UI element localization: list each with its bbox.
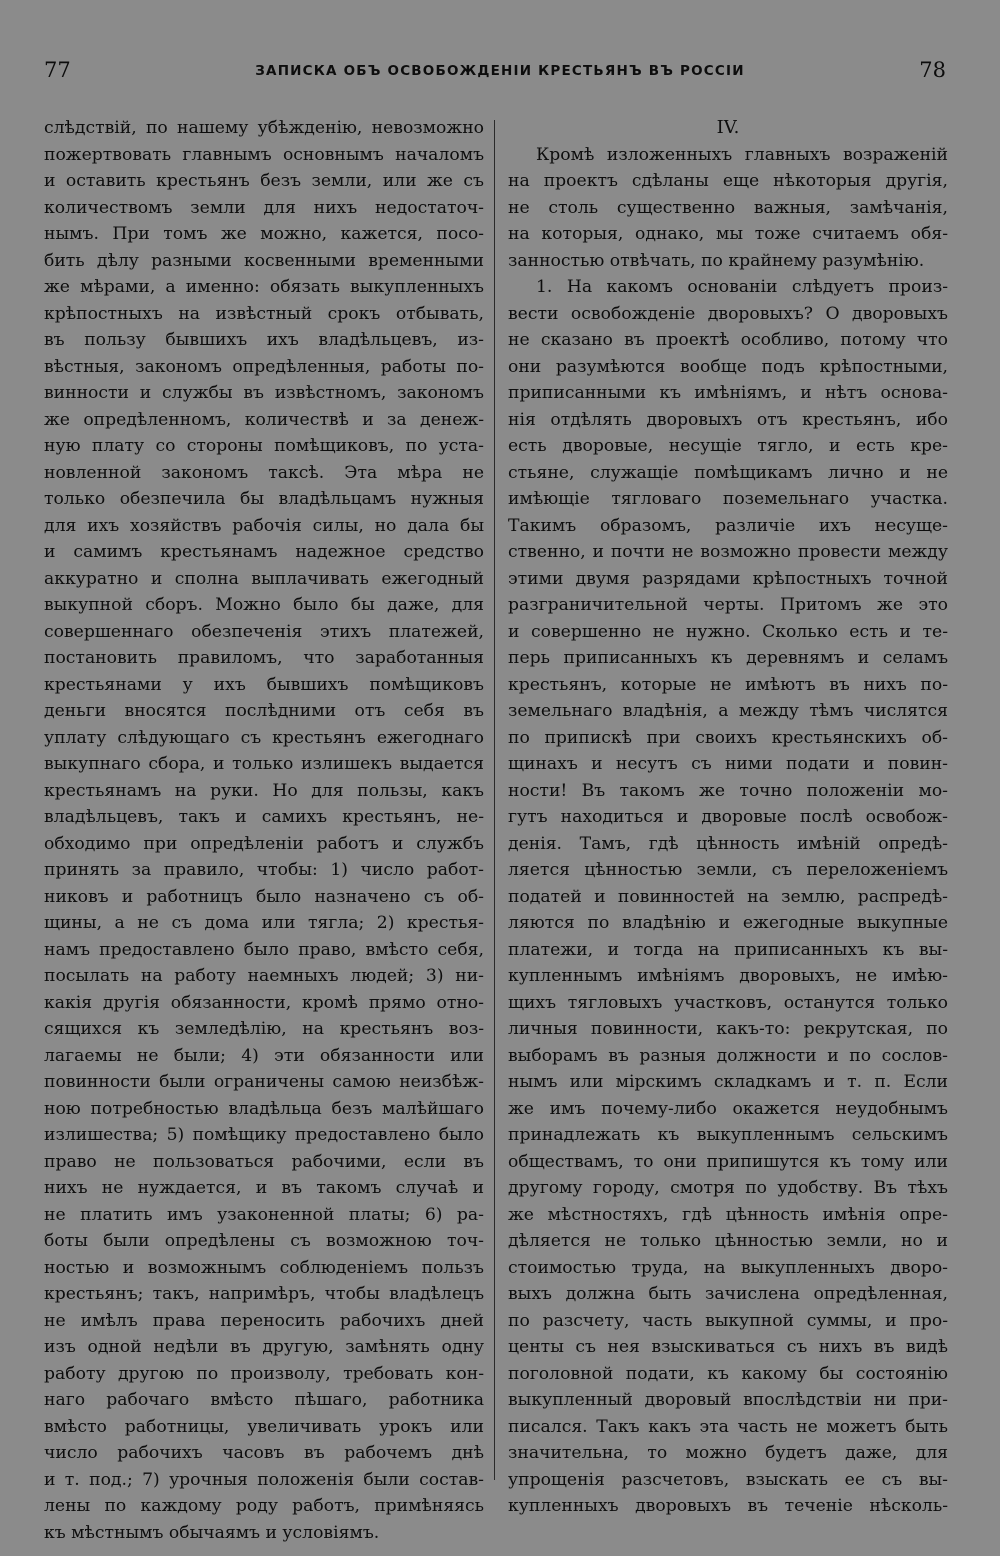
text-line: число рабочихъ часовъ въ рабочемъ днѣ [44,1443,484,1463]
text-line: крѣпостныхъ на извѣстный срокъ отбывать, [44,303,484,324]
text-line: какія другія обязанности, кромѣ прямо отно- [44,992,484,1013]
text-line: же мѣстностяхъ, гдѣ цѣнность имѣнія опре- [508,1204,948,1225]
text-line: центы съ нея взыскиваться съ нихъ въ видѣ [508,1337,948,1357]
text-line: выхъ должна быть зачислена опредѣленная, [508,1284,948,1304]
text-line: винности и службы въ извѣстномъ, закономъ [44,383,484,403]
text-line: и т. под.; 7) урочныя положенія были состав- [44,1469,484,1490]
text-line: выборамъ въ разныя должности и по сослов- [508,1045,948,1066]
text-line: на проектъ сдѣланы еще нѣкоторыя другія, [508,171,948,191]
text-line: для ихъ хозяйствъ рабочія силы, но дала бы [44,515,484,536]
text-line: ственно, и почти не возможно провести между [508,542,948,562]
text-line: вѣстныя, закономъ опредѣленныя, работы по- [44,356,484,377]
text-line: деньги вносятся послѣдними отъ себя въ [44,701,484,721]
text-line: нымъ. При томъ же можно, кажется, посо- [44,224,484,244]
text-line: и самимъ крестьянамъ надежное средство [44,542,484,562]
text-line: постановить правиломъ, что заработанныя [44,648,484,668]
text-line: и оставить крестьянъ безъ земли, или же съ [44,171,484,191]
text-line: по припискѣ при своихъ крестьянскихъ об- [508,727,948,748]
text-line: принять за правило, чтобы: 1) число работ- [44,860,484,880]
text-line: же опредѣленномъ, количествѣ и за денеж- [44,409,484,430]
text-line: ляются по владѣнію и ежегодные выкупные [508,913,948,933]
text-line: ляется цѣнностью земли, съ переложеніемъ [508,860,948,880]
text-line: къ мѣстнымъ обычаямъ и условіямъ. [44,1522,380,1543]
text-line: не платить имъ узаконенной платы; 6) ра- [44,1204,484,1225]
text-line: количествомъ земли для нихъ недостаточ- [44,197,484,218]
text-line: выкупной сборъ. Можно было бы даже, для [44,595,484,615]
text-line: они разумѣются вообще подъ крѣпостными, [508,356,948,377]
column-divider [494,120,495,1480]
text-line: земельнаго владѣнія, а между тѣмъ числятся [508,701,948,721]
text-line: вести освобожденіе дворовыхъ? О дворовыхъ [508,303,948,324]
text-line: щины, а не съ дома или тягла; 2) крестья- [44,913,484,933]
text-line: работу другою по произволу, требовать кон- [44,1363,484,1384]
text-line: не сказано въ проектѣ особливо, потому что [508,330,948,350]
text-line: обходимо при опредѣленіи работъ и службъ [44,833,484,854]
text-line: писался. Такъ какъ эта часть не можетъ быть [508,1416,948,1437]
text-line: ною потребностью владѣльца безъ малѣйшаго [44,1098,484,1119]
text-line: лены по каждому роду работъ, примѣняясь [44,1496,484,1516]
text-line: нихъ не нуждается, и въ такомъ случаѣ и [44,1178,484,1198]
text-line: изъ одной недѣли въ другую, замѣнять одну [44,1337,484,1357]
text-line: новленной закономъ таксѣ. Эта мѣра не [44,462,484,483]
text-line: щихъ тягловыхъ участковъ, останутся только [508,992,948,1013]
text-line: уплату слѣдующаго съ крестьянъ ежегоднаго [44,727,484,748]
text-line: совершеннаго обезпеченія этихъ платежей, [44,621,484,642]
left-column [44,115,484,1546]
text-line: же мѣрами, а именно: обязать выкупленныхъ [44,277,484,297]
text-line: приписанными къ имѣніямъ, и нѣтъ основа- [508,383,948,403]
text-line: поголовной подати, къ какому бы состоянію [508,1363,948,1384]
text-line: нія отдѣлять дворовыхъ отъ крестьянъ, ибо [508,409,948,430]
text-line: повинности были ограничены самою неизбѣж- [44,1072,484,1092]
section-heading: IV. [716,117,740,138]
text-line: ности! Въ такомъ же точно положеніи мо- [508,780,948,801]
text-line: пожертвовать главнымъ основнымъ началомъ [44,144,484,165]
text-line: платежи, и тогда на приписанныхъ къ вы- [508,939,948,960]
text-line: не имѣлъ права переносить рабочихъ дней [44,1310,484,1331]
text-line: бить дѣлу разными косвенными временными [44,250,484,271]
text-line: другому городу, смотря по удобству. Въ тѣхъ [508,1178,948,1198]
text-line: же имъ почему-либо окажется неудобнымъ [508,1098,948,1119]
text-line: боты были опредѣлены съ возможною точ- [44,1231,484,1251]
text-line: принадлежать къ выкупленнымъ сельскимъ [508,1125,948,1145]
text-line: личныя повинности, какъ-то: рекрутская, по [508,1019,948,1039]
running-title: ЗАПИСКА ОБЪ ОСВОБОЖДЕНІИ КРЕСТЬЯНЪ ВЪ РОССІИ [255,63,745,79]
text-line: намъ предоставлено было право, вмѣсто себя, [44,939,484,960]
text-line: излишества; 5) помѣщику предоставлено было [44,1125,484,1145]
text-line: дѣляется не только цѣнностью земли, но и [508,1231,948,1251]
text-line: крестьянъ; такъ, напримѣръ, чтобы владѣлецъ [44,1284,484,1304]
text-line: занностью отвѣчать, по крайнему разумѣнію. [508,250,925,271]
running-header [0,58,1000,88]
right-column [508,115,948,1520]
text-line: аккуратно и сполна выплачивать ежегодный [44,568,484,589]
text-line: нымъ или мірскимъ складкамъ и т. п. Если [508,1072,948,1092]
text-line: слѣдствій, по нашему убѣжденію, невозможно [44,118,484,138]
text-line: разграничительной черты. Притомъ же это [508,595,948,615]
text-line: не столь существенно важныя, замѣчанія, [508,197,948,218]
text-line: перь приписанныхъ къ деревнямъ и селамъ [508,648,948,668]
text-line: ностью и возможнымъ соблюденіемъ пользъ [44,1257,484,1278]
text-line: посылать на работу наемныхъ людей; 3) ни- [44,966,484,986]
text-line: владѣльцевъ, такъ и самихъ крестьянъ, не- [44,807,484,827]
text-line: крестьянъ, которые не имѣютъ въ нихъ по- [508,674,948,695]
text-line: щинахъ и несутъ съ ними подати и повин- [508,754,948,774]
text-line: есть дворовые, несущіе тягло, и есть кре- [508,436,948,456]
page-number-left: 77 [44,58,71,82]
text-line: выкупнаго сбора, и только излишекъ выдается [44,754,484,774]
text-line: ную плату со стороны помѣщиковъ, по уста- [44,436,484,456]
text-line: никовъ и работницъ было назначено съ об- [44,886,484,907]
text-line: наго рабочаго вмѣсто пѣшаго, работника [44,1390,484,1410]
text-line: только обезпечила бы владѣльцамъ нужныя [44,489,484,509]
text-line: податей и повинностей на землю, распредѣ- [508,886,948,907]
text-line: купленныхъ дворовыхъ въ теченіе нѣсколь- [508,1496,948,1516]
text-line: гутъ находиться и дворовые послѣ освобож- [508,807,948,827]
text-line: Кромѣ изложенныхъ главныхъ возраженій [536,144,948,165]
text-line: 1. На какомъ основаніи слѣдуетъ произ- [536,277,948,297]
text-line: сящихся къ земледѣлію, на крестьянъ воз- [44,1019,484,1039]
text-line: имѣющіе тягловаго поземельнаго участка. [508,489,948,509]
text-line: и совершенно не нужно. Сколько есть и те- [508,621,948,642]
text-line: Такимъ образомъ, различіе ихъ несуще- [508,515,948,536]
text-line: лагаемы не были; 4) эти обязанности или [44,1045,484,1066]
text-line: по разсчету, часть выкупной суммы, и про- [508,1310,948,1331]
text-line: въ пользу бывшихъ ихъ владѣльцевъ, из- [44,330,484,350]
text-line: выкупленный дворовый впослѣдствіи ни при- [508,1390,948,1410]
text-line: стьяне, служащіе помѣщикамъ лично и не [508,462,948,483]
text-line: право не пользоваться рабочими, если въ [44,1151,484,1172]
text-line: обществамъ, то они припишутся къ тому или [508,1151,948,1172]
page-number-right: 78 [919,58,946,82]
text-line: значительна, то можно будетъ даже, для [508,1443,948,1463]
text-line: крестьянами у ихъ бывшихъ помѣщиковъ [44,674,484,695]
text-line: на которыя, однако, мы тоже считаемъ обя- [508,224,948,244]
text-line: упрощенія разсчетовъ, взыскать ее съ вы- [508,1469,948,1490]
text-line: крестьянамъ на руки. Но для пользы, какъ [44,780,484,801]
text-line: купленнымъ имѣніямъ дворовыхъ, не имѣю- [508,966,948,986]
text-line: вмѣсто работницы, увеличивать урокъ или [44,1416,484,1437]
text-line: стоимостью труда, на выкупленныхъ дворо- [508,1257,948,1278]
text-line: этими двумя разрядами крѣпостныхъ точной [508,568,948,589]
text-line: денія. Тамъ, гдѣ цѣнность имѣній опредѣ- [508,833,948,854]
